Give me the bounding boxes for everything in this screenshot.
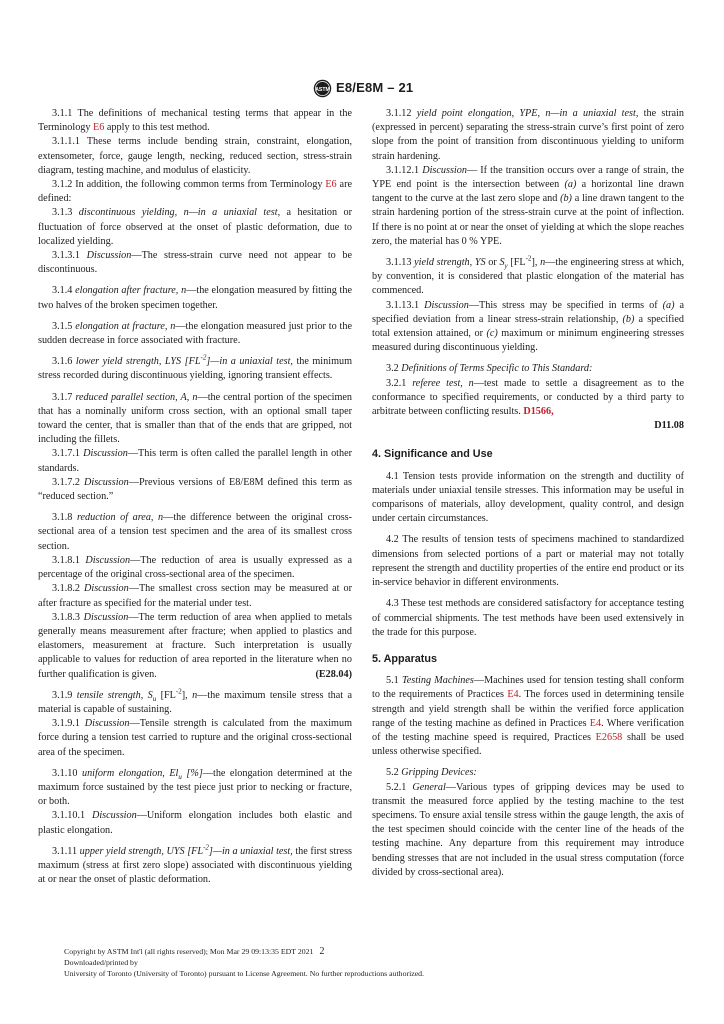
para-3-1-8-2: 3.1.8.2 Discussion—The smallest cross section may be measured at or after fracture as specified for the material under test. xyxy=(38,583,352,609)
para-3-1-12: 3.1.12 yield point elongation, YPE, n—in a uniaxial test, the strain (expressed in percent) separating the stress-strain curve’s first point of zero slope from the point of transition from discontinuous yielding to uniform strain hardening. xyxy=(372,108,684,162)
para-3-1-12-1: 3.1.12.1 Discussion— If the transition occurs over a range of strain, the YPE end point is the intersection between (a) a horizontal line drawn tangent to the curve at the last zero slope and (b) a line drawn tangent to the strain hardening portion of the stress-strain curve at the point of inflection. If there is no point at or near the onset of yielding at which the slope reaches zero, the material has 0 % YPE. xyxy=(372,164,685,247)
page-number: 2 xyxy=(319,946,325,957)
astm-logo-icon xyxy=(313,79,332,98)
right-column xyxy=(372,107,684,880)
page-header xyxy=(0,79,724,99)
logo-text: ASTM xyxy=(315,86,330,93)
left-column xyxy=(38,107,352,887)
para-3-1-3-1: 3.1.3.1 Discussion—The stress-strain curve need not appear to be discontinuous. xyxy=(38,250,353,276)
ref-link-e2658[interactable]: E2658 xyxy=(595,731,623,743)
download-line: Downloaded/printed by xyxy=(64,958,138,967)
para-3-1-1-1: 3.1.1.1 These terms include bending strain, constraint, elongation, extensometer, force, gauge length, necking, reduced section, stress-strain diagram, testing machine, and modulus of elasticity. xyxy=(38,136,352,176)
para-3-1-6: 3.1.6 lower yield strength, LYS $[FL^{-2}]—in$ a uniaxial test, the minimum stress recorded during discontinuous yielding, ignoring transient effects. xyxy=(38,353,353,382)
para-3-1-2: 3.1.2 In addition, the following common terms from Terminology E6 are defined: xyxy=(38,179,352,205)
para-3-1-13-1: 3.1.13.1 Discussion—This stress may be specified in terms of (a) a specified deviation from a linear stress-strain relationship, (b) a specified total extension attained, or (c) maximum or minimum engineering stresses measured during discontinuous yielding. xyxy=(372,299,684,354)
para-3-1-7: 3.1.7 reduced parallel section, A, n—the central portion of the specimen that has a nominally uniform cross section, with an optional small taper toward the center, that is smaller than that of the ends that are gripped, not including the fillets. xyxy=(38,391,353,446)
para-3-1-1: 3.1.1 The definitions of mechanical testing terms that appear in the Terminology E6 apply to this test method. xyxy=(38,108,352,134)
para-3-1-7-1: 3.1.7.1 Discussion—This term is often called the parallel length in other standards. xyxy=(38,448,352,474)
ref-link-d1566[interactable]: D1566, xyxy=(523,406,554,418)
para-3-1-8-1: 3.1.8.1 Discussion—The reduction of area is usually expressed as a percentage of the original cross-sectional area of the specimen. xyxy=(38,554,353,581)
para-3-1-7-2: 3.1.7.2 Discussion—Previous versions of E8/E8M defined this term as “reduced section.” xyxy=(38,476,353,503)
para-3-1-10-1: 3.1.10.1 Discussion—Uniform elongation includes both elastic and plastic elongation. xyxy=(38,810,352,836)
standard-designation: E8/E8M – 21 xyxy=(336,80,414,95)
section-heading-5: 5. Apparatus xyxy=(372,652,437,665)
para-3-1-10: 3.1.10 uniform elongation, $El_u$ [%]—the elongation determined at the maximum force sustained by the test piece just prior to necking or fracture, or both. xyxy=(38,767,353,808)
committee-tag-d11: D11.08 xyxy=(654,420,684,432)
ref-link-e4[interactable]: E4 xyxy=(589,717,602,729)
para-5-2-1: 5.2.1 General—Various types of gripping devices may be used to transmit the measured force applied by the testing machine to the test specimens. To ensure axial tensile stress within the gauge length, the axis of the test specimen should coincide with the center line of the heads of the testing machine. Any departure from this requirement may introduce bending stresses that are not included in the usual stress computation (force divided by cross-sectional area). xyxy=(372,781,685,878)
para-3-1-13: 3.1.13 yield strength, YS or $S_y$ $[FL^{-2}]$, n—the engineering stress at which, by convention, it is considered that plastic elongation of the material has commenced. xyxy=(372,254,684,297)
para-3-1-3: 3.1.3 discontinuous yielding, n—in a uniaxial test, a hesitation or fluctuation of force observed at the onset of plastic deformation, due to localized yielding. xyxy=(38,207,353,247)
para-3-1-5: 3.1.5 elongation at fracture, n—the elongation measured just prior to the sudden decrease in force associated with fracture. xyxy=(38,320,352,347)
para-3-1-4: 3.1.4 elongation after fracture, n—the elongation measured by fitting the two halves of the broken specimen together. xyxy=(38,285,353,311)
para-5-1: 5.1 Testing Machines—Machines used for tension testing shall conform to the requirements of Practices E4. The forces used in determining tensile strength and yield strength shall be within the verified force application range of the testing machine as defined in Practices E4. Where verification of the testing machine speed is required, Practices E2658 shall be used unless otherwise specified. xyxy=(372,675,685,758)
para-5-2: 5.2 Gripping Devices: xyxy=(386,767,477,779)
ref-link-e6[interactable]: E6 xyxy=(93,122,105,134)
page-footer xyxy=(64,946,684,979)
section-heading-4: 4. Significance and Use xyxy=(372,448,493,461)
para-3-1-11: 3.1.11 upper yield strength, UYS $[FL^{-2}]—in$ a uniaxial test, the first stress maximum (stress at first zero slope) associated with discontinuous yielding at or near the onset of plastic deformation. xyxy=(38,843,353,886)
para-3-1-9: 3.1.9 tensile strength, $S_u$ $[FL^{-2}]$, n—the maximum tensile stress that a material is capable of sustaining. xyxy=(38,687,352,715)
committee-tag: (E28.04) xyxy=(315,668,352,680)
ref-link-e4[interactable]: E4 xyxy=(507,689,519,701)
para-3-2: 3.2 Definitions of Terms Specific to This Standard: xyxy=(386,363,593,375)
copyright-line: Copyright by ASTM Int'l (all rights reserved); Mon Mar 29 09:13:35 EDT 2021 xyxy=(64,947,314,956)
para-3-1-8-3: 3.1.8.3 Discussion—The term reduction of area when applied to metals generally means measurement after fracture; when applied to plastics and elastomers, measurement at fracture. Such interpretation is usually applicable to values for reduction of area reported in the literature when no further qualification is given. (E28.04) xyxy=(38,611,352,682)
para-3-1-9-1: 3.1.9.1 Discussion—Tensile strength is calculated from the maximum force during a tension test carried to rupture and the original cross-sectional area of the specimen. xyxy=(38,718,352,758)
ref-link-e6[interactable]: E6 xyxy=(325,179,337,191)
para-3-1-8: 3.1.8 reduction of area, n—the difference between the original cross-sectional area of a tension test specimen and the area of its smallest cross section. xyxy=(38,512,353,552)
para-4-2: 4.2 The results of tension tests of specimens machined to standardized dimensions from selected portions of a part or material may not totally represent the strength and ductility properties of the entire end product or its in-service behavior in different environments. xyxy=(372,534,684,589)
para-3-2-1: 3.2.1 referee test, n—test made to settle a disagreement as to the conformance to specified requirements, or conducted by a third party to arbitrate between conflicting results. D1566, xyxy=(372,377,684,418)
para-4-3: 4.3 These test methods are considered satisfactory for acceptance testing of commercial shipments. The test methods have been used extensively in the trade for this purpose. xyxy=(372,598,684,638)
para-4-1: 4.1 Tension tests provide information on the strength and ductility of materials under uniaxial tensile stresses. This information may be useful in comparisons of materials, alloy development, quality control, and design under certain circumstances. xyxy=(372,470,684,525)
license-line: University of Toronto (University of Toronto) pursuant to License Agreement. No further reproductions authorized. xyxy=(64,969,425,978)
